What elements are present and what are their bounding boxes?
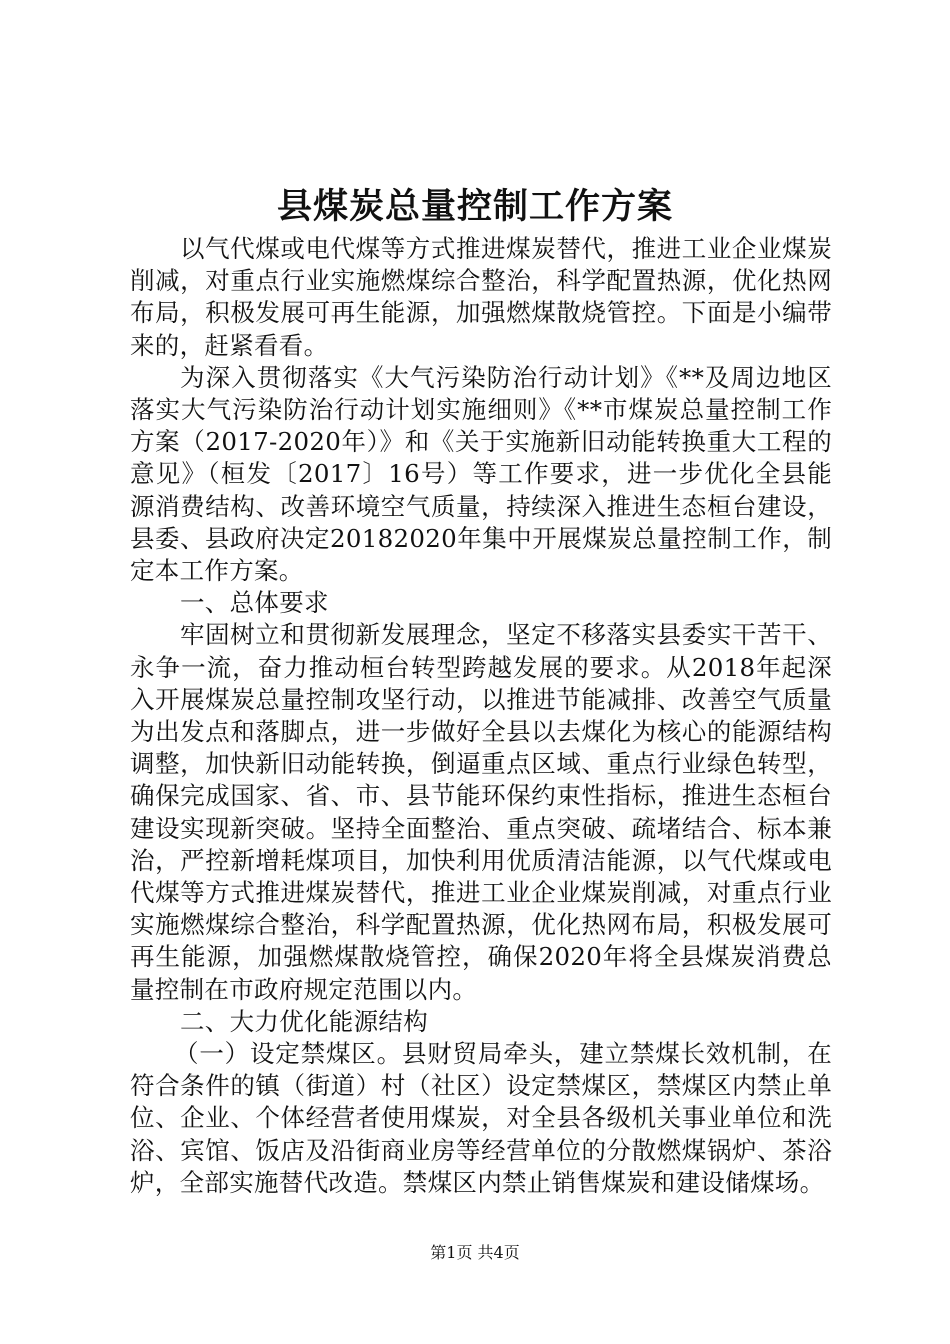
document-body: [130, 233, 832, 1199]
general-requirements-paragraph: 牢固树立和贯彻新发展理念，坚定不移落实县委实干苦干、永争一流，奋力推动桓台转型跨越发展的要求。从2018年起深入开展煤炭总量控制攻坚行动，以推进节能减排、改善空气质量为出发点和落脚点，进一步做好全县以去煤化为核心的能源结构调整，加快新旧动能转换，倒逼重点区域、重点行业绿色转型，确保完成国家、省、市、县节能环保约束性指标，推进生态桓台建设实现新突破。坚持全面整治、重点突破、疏堵结合、标本兼治，严控新增耗煤项目，加快利用优质清洁能源，以气代煤或电代煤等方式推进煤炭替代，推进工业企业煤炭削减，对重点行业实施燃煤综合整治，科学配置热源，优化热网布局，积极发展可再生能源，加强燃煤散烧管控，确保2020年将全县煤炭消费总量控制在市政府规定范围以内。: [130, 620, 832, 1004]
section-heading-optimize-energy-structure: 二、大力优化能源结构: [180, 1006, 428, 1036]
section-heading-general-requirements: 一、总体要求: [180, 588, 329, 618]
intro-paragraph: 以气代煤或电代煤等方式推进煤炭替代，推进工业企业煤炭削减，对重点行业实施燃煤综合整治，科学配置热源，优化热网布局，积极发展可再生能源，加强燃煤散烧管控。下面是小编带来的，赶紧看看。: [130, 234, 832, 360]
coal-ban-zone-paragraph: （一）设定禁煤区。县财贸局牵头，建立禁煤长效机制，在符合条件的镇（街道）村（社区）设定禁煤区，禁煤区内禁止单位、企业、个体经营者使用煤炭，对全县各级机关事业单位和洗浴、宾馆、饭店及沿街商业房等经营单位的分散燃煤锅炉、茶浴炉，全部实施替代改造。禁煤区内禁止销售煤炭和建设储煤场。: [130, 1039, 832, 1197]
document-title: 县煤炭总量控制工作方案: [276, 186, 673, 227]
purpose-paragraph: 为深入贯彻落实《大气污染防治行动计划》《**及周边地区落实大气污染防治行动计划实施细则》《**市煤炭总量控制工作方案（2017-2020年）》和《关于实施新旧动能转换重大工程的意见》（桓发〔2017〕16号）等工作要求，进一步优化全县能源消费结构、改善环境空气质量，持续深入推进生态桓台建设，县委、县政府决定20182020年集中开展煤炭总量控制工作，制定本工作方案。: [130, 362, 832, 586]
page-footer: 第1页 共4页: [430, 1243, 520, 1262]
